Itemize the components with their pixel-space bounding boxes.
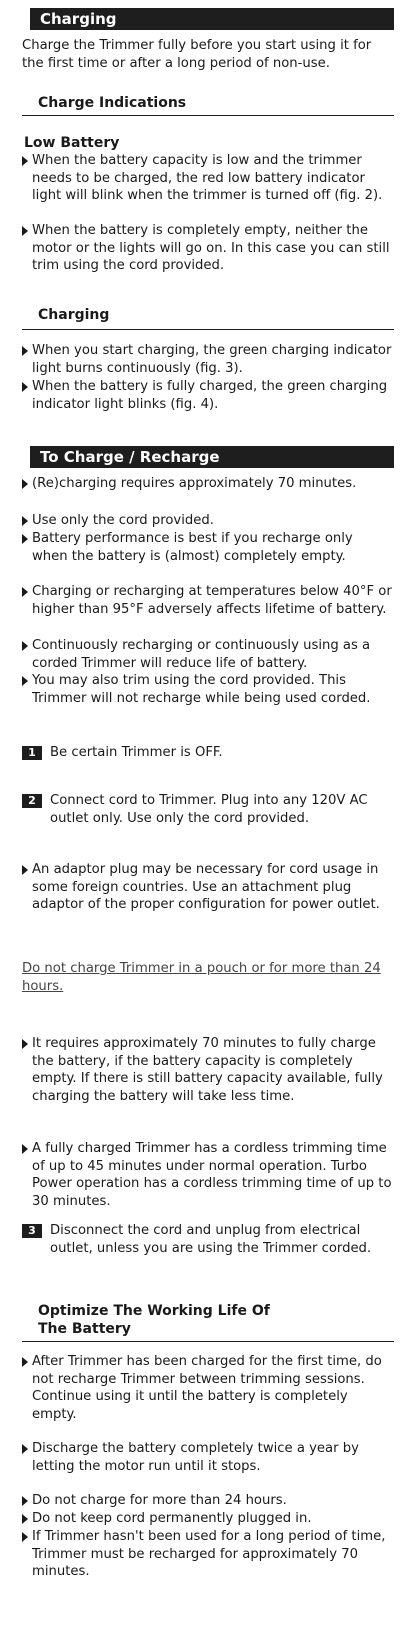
bullet-arrow-icon [22, 865, 28, 875]
subheading-optimize-line1: Optimize The Working Life Of [38, 1303, 270, 1319]
bullet-arrow-icon [22, 156, 28, 166]
subheading-low-battery: Low Battery [24, 135, 120, 151]
bullet-arrow-icon [22, 226, 28, 236]
bullet-arrow-icon [22, 587, 28, 597]
manual-page: Charging Charge the Trimmer fully before you start using it for the first time or after a long period of non-use. Charge Indications Low Battery When the battery capacity is low and the trimmer needs to be charged, the red low battery indicator light will blink when the trimmer is turned off (fig. 2). When the battery is completely empty, neither the motor or the lights will go on. In this case you can still trim using the cord provided. Charging When you start charging, the green charging indicator light burns continuously (fig. 3). When the battery is fully charged, the green charging indicator light blinks (fig. 4). To Charge / Recharge (Re)charging requires approximately 70 minutes. Use only the cord provided. Battery performance is best if you recharge only when the battery is (almost) completely empty. Charging or recharging at temperatures below 40°F or higher than 95°F adversely affects lifetime of battery. Continuously recharging or continuously using as a corded Trimmer will reduce life of battery. You may also trim using the cord provided. This Trimmer will not recharge while being used corded. 1 Be certain Trimmer is OFF. 2 Connect cord to Trimmer. Plug into any 120V AC outlet only. Use only the cord provided. An adaptor plug may be necessary for cord usage in some foreign countries. Use an attachment plug adaptor of the proper configuration for power outlet. Do not charge Trimmer in a pouch or for more than 24 hours. It requires approximately 70 minutes to fully charge the battery, if the battery capacity is completely empty. If there is still battery capacity available, fully charging the battery will take less time. A fully charged Trimmer has a cordless trimming time of up to 45 minutes under normal operation. Turbo Power operation has a cordless trimming time of up to 30 minutes. 3 Disconnect the cord and unplug from electrical outlet, unless you are using the Trimmer corded. Optimize The Working Life Of The Battery After Trimmer has been charged for the first time, do not recharge Trimmer between trimming sessions. Continue using it until the battery is completely empty. Discharge the battery completely twice a year by letting the motor run until it stops. Do not charge for more than 24 hours. Do not keep cord permanently plugged in. If Trimmer hasn't been used for a long period of time, Trimmer must be recharged for approximately 70 minutes. [0, 0, 404, 1640]
step-number-badge: 3 [22, 1224, 42, 1238]
subheading-charging: Charging [38, 307, 110, 323]
bullet-arrow-icon [22, 641, 28, 651]
bullet-arrow-icon [22, 479, 28, 489]
charging-warning: Do not charge Trimmer in a pouch or for more than 24 hours. [22, 961, 381, 994]
bullet-arrow-icon [22, 676, 28, 686]
divider [22, 1341, 394, 1342]
bullet-arrow-icon [22, 1496, 28, 1506]
bullet-arrow-icon [22, 1039, 28, 1049]
subheading-charge-indications: Charge Indications [38, 95, 187, 111]
bullet-arrow-icon [22, 516, 28, 526]
bullet-arrow-icon [22, 382, 28, 392]
subheading-optimize-line2: The Battery [38, 1321, 131, 1337]
bullet-arrow-icon [22, 1144, 28, 1154]
step-number-badge: 2 [22, 794, 42, 808]
bullet-arrow-icon [22, 534, 28, 544]
bullet-arrow-icon [22, 1532, 28, 1542]
bullet-arrow-icon [22, 1357, 28, 1367]
intro-text: Charge the Trimmer fully before you start using it for the first time or after a long period of non-use. [22, 38, 372, 71]
section-header-charging: Charging [30, 8, 394, 30]
bullet-arrow-icon [22, 1514, 28, 1524]
section-header-recharge: To Charge / Recharge [30, 446, 394, 468]
divider [22, 329, 394, 330]
bullet-arrow-icon [22, 1444, 28, 1454]
step-number-badge: 1 [22, 746, 42, 760]
bullet-arrow-icon [22, 346, 28, 356]
divider [22, 115, 394, 116]
